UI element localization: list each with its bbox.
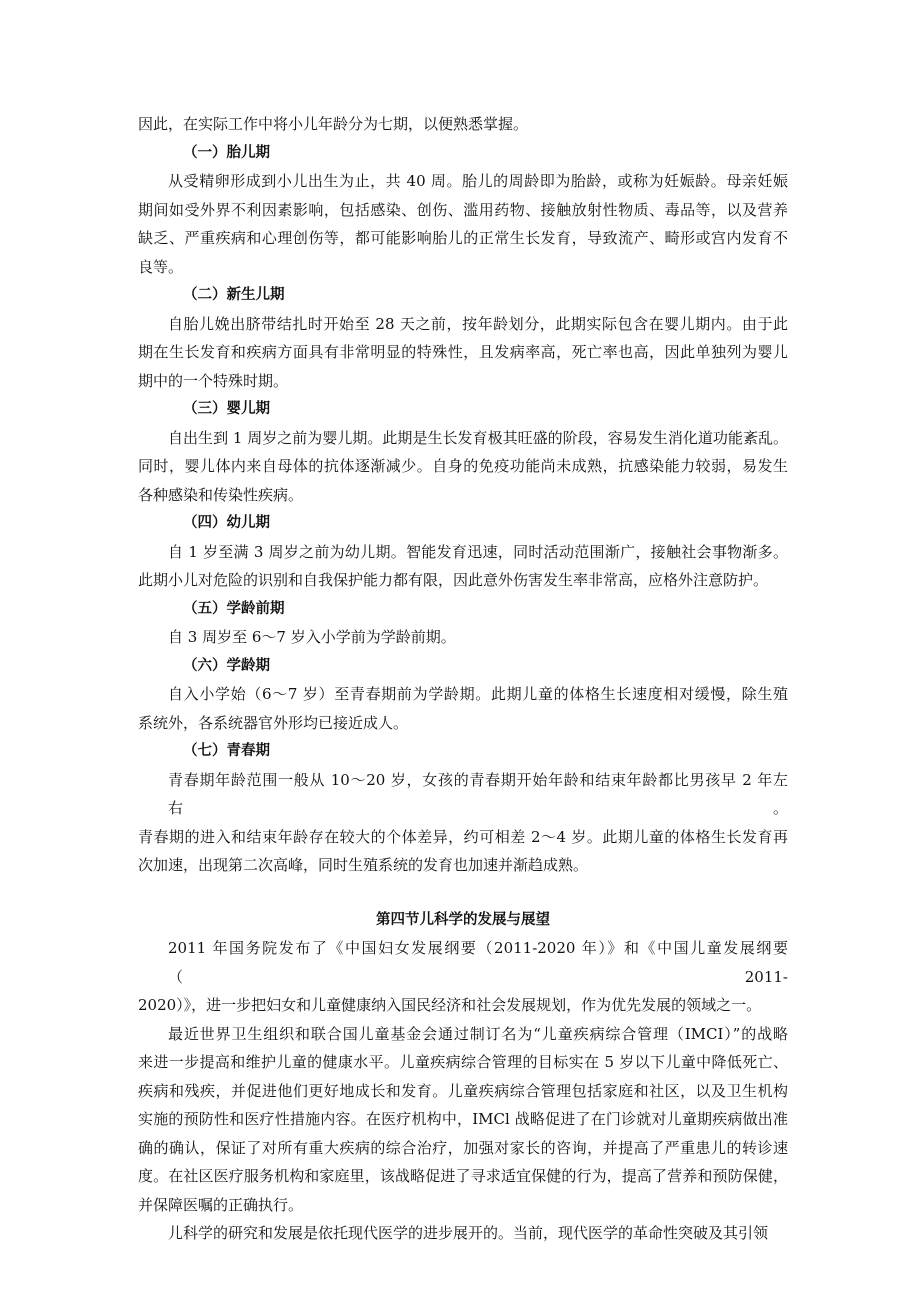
body-line: 期间如受外界不利因素影响，包括感染、创伤、滥用药物、接触放射性物质、毒品等，以及营养	[138, 200, 788, 219]
body-line: 各种感染和传染性疾病。	[138, 485, 304, 504]
period-fetal	[138, 139, 788, 282]
body-line: 缺乏、严重疾病和心理创伤等，都可能影响胎儿的正常生长发育，导致流产、畸形或宫内发育不	[138, 229, 788, 247]
period-heading: （二）新生儿期	[183, 287, 285, 303]
period-toddler	[138, 509, 788, 595]
body-line: 期在生长发育和疾病方面具有非常明显的特殊性，且发病率高，死亡率也高，因此单独列为婴儿	[138, 343, 788, 361]
body-line: 2011 年国务院发布了《中国妇女发展纲要（2011-2020 年）》和《中国儿童发展纲要（2011-	[168, 939, 788, 986]
body-line: 同时，婴儿体内来自母体的抗体逐渐减少。自身的免疫功能尚未成熟，抗感染能力较弱，易发生	[138, 457, 788, 475]
body-line: 实施的预防性和医疗性措施内容。在医疗机构中，IMCl 战略促进了在门诊就对儿童期疾病做出准	[138, 1110, 788, 1128]
section-title: 第四节儿科学的发展与展望	[376, 911, 550, 928]
body-line: 最近世界卫生组织和联合国儿童基金会通过制订名为“儿童疾病综合管理（IMCI）”的战略	[168, 1024, 788, 1043]
body-line: 此期小儿对危险的识别和自我保护能力都有限，因此意外伤害发生率非常高，应格外注意防护。	[138, 571, 769, 589]
period-neonatal	[138, 281, 788, 395]
body-line: 自入小学始（6～7 岁）至青春期前为学龄期。此期儿童的体格生长速度相对缓慢，除生殖	[168, 685, 788, 703]
body-line: 儿科学的研究和发展是依托现代医学的进步展开的。当前，现代医学的革命性突破及其引领	[168, 1224, 769, 1242]
body-line: 并保障医嘱的正确执行。	[138, 1195, 304, 1214]
body-line: 系统外，各系统器官外形均已接近成人。	[138, 713, 409, 732]
period-heading: （六）学龄期	[183, 657, 270, 674]
body-line: 确的确认，保证了对所有重大疾病的综合治疗，加强对家长的咨询，并提高了严重患儿的转诊速	[138, 1138, 788, 1157]
period-infant	[138, 395, 788, 509]
document-page	[138, 110, 788, 1248]
period-heading: （四）幼儿期	[183, 515, 270, 531]
paragraph	[138, 934, 788, 1020]
paragraph	[138, 1219, 788, 1248]
body-line: 度。在社区医疗服务机构和家庭里，该战略促进了寻求适宜保健的行为，提高了营养和预防保健，	[138, 1167, 788, 1185]
body-line: 良等。	[138, 257, 184, 276]
body-line: 青春期的进入和结束年龄存在较大的个体差异，约可相差 2～4 岁。此期儿童的体格生长发育再	[138, 827, 788, 846]
body-line: 疾病和残疾，并促进他们更好地成长和发育。儿童疾病综合管理包括家庭和社区，以及卫生机构	[138, 1081, 788, 1100]
period-heading: （五）学龄前期	[183, 600, 285, 617]
section-spacer	[138, 880, 788, 906]
body-line: 自 3 周岁至 6～7 岁入小学前为学龄前期。	[168, 628, 456, 646]
section-four	[138, 906, 788, 1248]
paragraph	[138, 1020, 788, 1220]
body-line: 来进一步提高和维护儿童的健康水平。儿童疾病综合管理的目标实在 5 岁以下儿童中降低死亡、	[138, 1053, 788, 1071]
body-line: 从受精卵形成到小儿出生为止，共 40 周。胎儿的周龄即为胎龄，或称为妊娠龄。母亲妊娠	[168, 172, 788, 190]
period-preschool	[138, 595, 788, 652]
body-line: 期中的一个特殊时期。	[138, 371, 289, 390]
body-line: 自胎儿娩出脐带结扎时开始至 28 天之前，按年龄划分，此期实际包含在婴儿期内。由于此	[168, 314, 788, 333]
period-adolescence	[138, 737, 788, 880]
period-school-age	[138, 652, 788, 738]
body-line: 2020）》，进一步把妇女和儿童健康纳入国民经济和社会发展规划，作为优先发展的领域之一。	[138, 996, 762, 1014]
body-line: 次加速，出现第二次高峰，同时生殖系统的发育也加速并渐趋成熟。	[138, 856, 589, 874]
body-line: 自出生到 1 周岁之前为婴儿期。此期是生长发育极其旺盛的阶段，容易发生消化道功能紊乱。	[168, 428, 788, 447]
intro-line: 因此，在实际工作中将小儿年龄分为七期，以便熟悉掌握。	[138, 115, 529, 133]
period-heading: （七）青春期	[183, 743, 270, 759]
body-line: 自 1 岁至满 3 周岁之前为幼儿期。智能发育迅速，同时活动范围渐广，接触社会事物渐多。	[168, 542, 788, 561]
period-heading: （一）胎儿期	[183, 144, 270, 161]
body-line: 青春期年龄范围一般从 10～20 岁，女孩的青春期开始年龄和结束年龄都比男孩早 2 年左右。	[168, 770, 788, 817]
period-heading: （三）婴儿期	[183, 401, 270, 417]
